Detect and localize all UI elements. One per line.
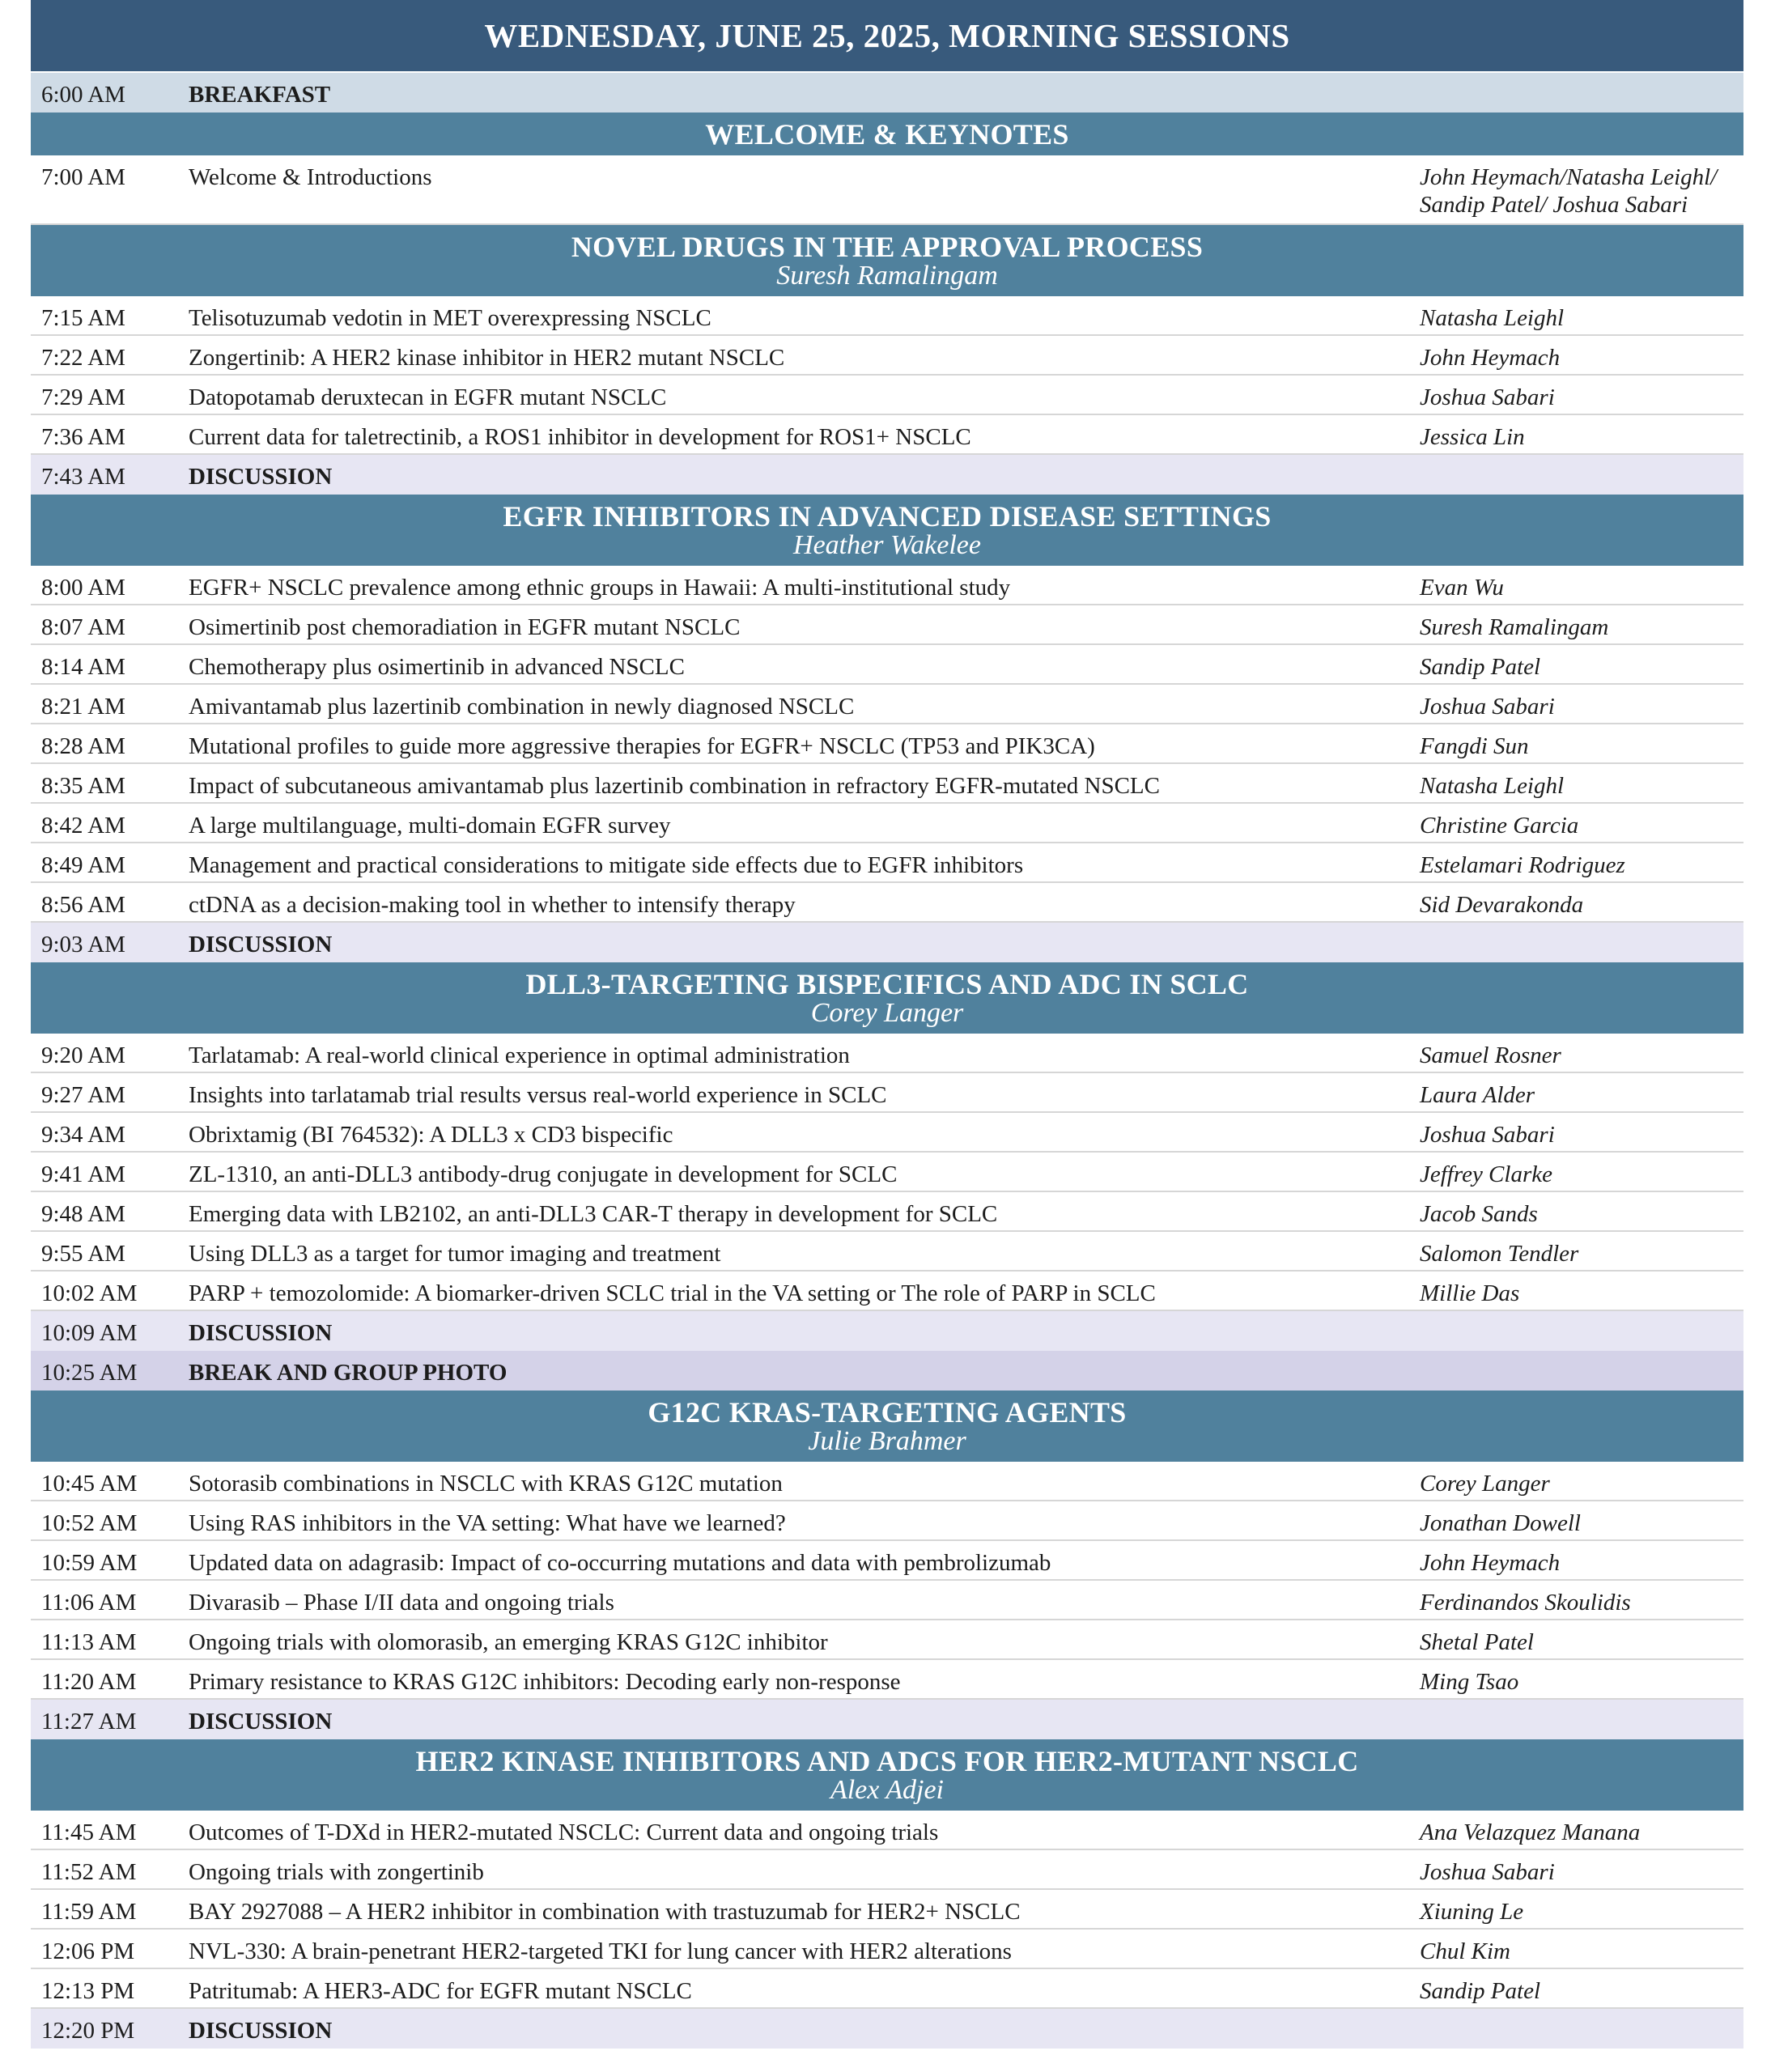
agenda-row (31, 724, 1743, 764)
agenda-speaker: Evan Wu (1420, 575, 1504, 601)
session-header (31, 225, 1743, 296)
agenda-title: Impact of subcutaneous amivantamab plus lazertinib combination in refractory EGFR-mutated NSCLC (189, 773, 1160, 799)
agenda-title: Welcome & Introductions (189, 164, 432, 190)
agenda-title: Zongertinib: A HER2 kinase inhibitor in HER2 mutant NSCLC (189, 345, 785, 371)
agenda-title: DISCUSSION (189, 2018, 333, 2044)
agenda-time: 9:34 AM (41, 1122, 125, 1148)
agenda-title: Updated data on adagrasib: Impact of co-occurring mutations and data with pembrolizumab (189, 1550, 1051, 1576)
agenda-row (31, 1969, 1743, 2009)
agenda-time: 8:07 AM (41, 614, 125, 640)
agenda-speaker: John Heymach (1420, 1550, 1561, 1576)
agenda-speaker: Christine Garcia (1420, 813, 1579, 839)
agenda-title: Using RAS inhibitors in the VA setting: What have we learned? (189, 1510, 786, 1536)
session-header (31, 962, 1743, 1034)
agenda-row (31, 1073, 1743, 1113)
session-header (31, 113, 1743, 155)
agenda-speaker: John Heymach (1420, 345, 1561, 371)
agenda-speaker: Salomon Tendler (1420, 1241, 1579, 1267)
session-chair: Suresh Ramalingam (776, 261, 998, 291)
agenda-row (31, 1232, 1743, 1272)
agenda-speaker: Jeffrey Clarke (1420, 1161, 1552, 1187)
agenda-title: Divarasib – Phase I/II data and ongoing trials (189, 1590, 614, 1616)
agenda-row (31, 1192, 1743, 1232)
agenda-title: ctDNA as a decision-making tool in whether to intensify therapy (189, 892, 796, 918)
agenda-row (31, 1660, 1743, 1700)
agenda-row (31, 1930, 1743, 1969)
agenda-title: Telisotuzumab vedotin in MET overexpressing NSCLC (189, 305, 711, 331)
agenda-row (31, 1581, 1743, 1620)
agenda-title: Datopotamab deruxtecan in EGFR mutant NSCLC (189, 384, 667, 410)
agenda-time: 11:13 AM (41, 1629, 137, 1655)
agenda-row (31, 566, 1743, 605)
agenda-speaker: Jacob Sands (1420, 1201, 1538, 1227)
agenda-row (31, 804, 1743, 843)
agenda-time: 7:29 AM (41, 384, 125, 410)
agenda-row (31, 1153, 1743, 1192)
session-title: WELCOME & KEYNOTES (705, 117, 1069, 151)
agenda-row (31, 376, 1743, 415)
agenda-speaker: Shetal Patel (1420, 1629, 1534, 1655)
agenda-title: Primary resistance to KRAS G12C inhibitors: Decoding early non-response (189, 1669, 901, 1695)
agenda-row (31, 155, 1743, 225)
agenda-row (31, 1501, 1743, 1541)
agenda-time: 10:09 AM (41, 1320, 138, 1346)
agenda-time: 6:00 AM (41, 82, 125, 108)
session-header (31, 1739, 1743, 1811)
agenda-time: 8:56 AM (41, 892, 125, 918)
agenda-row (31, 1113, 1743, 1153)
agenda-title: ZL-1310, an anti-DLL3 antibody-drug conjugate in development for SCLC (189, 1161, 898, 1187)
agenda-title: EGFR+ NSCLC prevalence among ethnic groups in Hawaii: A multi-institutional study (189, 575, 1011, 601)
agenda-title: BAY 2927088 – A HER2 inhibitor in combination with trastuzumab for HER2+ NSCLC (189, 1899, 1021, 1925)
session-title: EGFR INHIBITORS IN ADVANCED DISEASE SETTINGS (503, 500, 1272, 533)
agenda-time: 11:06 AM (41, 1590, 137, 1616)
agenda-row (31, 1272, 1743, 1311)
session-title: HER2 KINASE INHIBITORS AND ADCS FOR HER2-MUTANT NSCLC (415, 1745, 1359, 1777)
agenda-speaker: John Heymach/Natasha Leighl/ Sandip Patel/ Joshua Sabari (1420, 164, 1718, 218)
agenda-time: 8:35 AM (41, 773, 125, 799)
agenda-time: 10:52 AM (41, 1510, 138, 1536)
agenda-time: 10:25 AM (41, 1360, 138, 1386)
agenda-time: 9:20 AM (41, 1042, 125, 1068)
agenda-speaker: Sandip Patel (1420, 654, 1541, 680)
agenda-speaker: Xiuning Le (1420, 1899, 1524, 1925)
agenda-title: Current data for taletrectinib, a ROS1 inhibitor in development for ROS1+ NSCLC (189, 424, 971, 450)
agenda-title: PARP + temozolomide: A biomarker-driven SCLC trial in the VA setting or The role of PARP in SCLC (189, 1280, 1156, 1306)
agenda-time: 7:43 AM (41, 464, 125, 490)
agenda-time: 8:21 AM (41, 694, 125, 720)
agenda-speaker: Chul Kim (1420, 1938, 1510, 1964)
agenda-speaker: Ana Velazquez Manana (1420, 1819, 1641, 1845)
break-row (31, 1351, 1743, 1391)
agenda-row (31, 645, 1743, 685)
agenda-time: 7:15 AM (41, 305, 125, 331)
agenda-title: Ongoing trials with zongertinib (189, 1859, 484, 1885)
agenda-title: Emerging data with LB2102, an anti-DLL3 CAR-T therapy in development for SCLC (189, 1201, 998, 1227)
agenda-row (31, 764, 1743, 804)
session-header (31, 1391, 1743, 1462)
agenda-speaker: Ming Tsao (1420, 1669, 1519, 1695)
agenda-title: Amivantamab plus lazertinib combination in newly diagnosed NSCLC (189, 694, 855, 720)
agenda-time: 11:52 AM (41, 1859, 137, 1885)
agenda-row (31, 296, 1743, 336)
agenda-speaker: Fangdi Sun (1420, 733, 1529, 759)
agenda-speaker: Samuel Rosner (1420, 1042, 1561, 1068)
agenda-time: 8:14 AM (41, 654, 125, 680)
agenda-time: 8:00 AM (41, 575, 125, 601)
agenda-time: 7:00 AM (41, 164, 125, 190)
agenda-speaker: Sid Devarakonda (1420, 892, 1584, 918)
agenda-row (31, 605, 1743, 645)
agenda-title: DISCUSSION (189, 464, 333, 490)
agenda-row (31, 1462, 1743, 1501)
agenda-speaker: Laura Alder (1420, 1082, 1535, 1108)
agenda-speaker: Jessica Lin (1420, 424, 1525, 450)
schedule-body (31, 73, 1743, 2049)
agenda-speaker: Joshua Sabari (1420, 694, 1555, 720)
agenda-row (31, 1620, 1743, 1660)
agenda-time: 12:20 PM (41, 2018, 135, 2044)
agenda-speaker: Millie Das (1420, 1280, 1520, 1306)
agenda-time: 9:27 AM (41, 1082, 125, 1108)
schedule-table (31, 0, 1743, 2049)
agenda-title: Chemotherapy plus osimertinib in advanced NSCLC (189, 654, 685, 680)
agenda-title: Ongoing trials with olomorasib, an emerging KRAS G12C inhibitor (189, 1629, 828, 1655)
agenda-time: 9:55 AM (41, 1241, 125, 1267)
session-title: DLL3-TARGETING BISPECIFICS AND ADC IN SCLC (525, 968, 1249, 1000)
discussion-row (31, 1311, 1743, 1351)
agenda-time: 9:41 AM (41, 1161, 125, 1187)
agenda-row (31, 685, 1743, 724)
agenda-time: 11:27 AM (41, 1709, 137, 1734)
agenda-speaker: Joshua Sabari (1420, 384, 1555, 410)
agenda-speaker: Ferdinandos Skoulidis (1420, 1590, 1631, 1616)
agenda-title: DISCUSSION (189, 1320, 333, 1346)
agenda-speaker: Natasha Leighl (1420, 305, 1565, 331)
agenda-time: 11:59 AM (41, 1899, 137, 1925)
agenda-title: Osimertinib post chemoradiation in EGFR mutant NSCLC (189, 614, 741, 640)
agenda-speaker: Joshua Sabari (1420, 1859, 1555, 1885)
agenda-row (31, 336, 1743, 376)
agenda-time: 10:59 AM (41, 1550, 138, 1576)
agenda-speaker: Joshua Sabari (1420, 1122, 1555, 1148)
agenda-time: 10:45 AM (41, 1471, 138, 1497)
agenda-title: Outcomes of T-DXd in HER2-mutated NSCLC: Current data and ongoing trials (189, 1819, 939, 1845)
agenda-time: 11:20 AM (41, 1669, 137, 1695)
agenda-title: Management and practical considerations to mitigate side effects due to EGFR inhibitors (189, 852, 1024, 878)
agenda-row (31, 843, 1743, 883)
agenda-time: 9:03 AM (41, 932, 125, 957)
agenda-time: 8:42 AM (41, 813, 125, 839)
agenda-title: NVL-330: A brain-penetrant HER2-targeted TKI for lung cancer with HER2 alterations (189, 1938, 1012, 1964)
agenda-speaker: Jonathan Dowell (1420, 1510, 1581, 1536)
agenda-time: 11:45 AM (41, 1819, 137, 1845)
agenda-title: DISCUSSION (189, 1709, 333, 1734)
day-header (31, 0, 1743, 73)
agenda-time: 12:06 PM (41, 1938, 135, 1964)
discussion-row (31, 1700, 1743, 1739)
agenda-title: A large multilanguage, multi-domain EGFR survey (189, 813, 671, 839)
agenda-title: BREAKFAST (189, 82, 331, 108)
agenda-row (31, 1811, 1743, 1850)
break-row (31, 73, 1743, 113)
agenda-speaker: Suresh Ramalingam (1420, 614, 1609, 640)
agenda-row (31, 1890, 1743, 1930)
agenda-title: Tarlatamab: A real-world clinical experience in optimal administration (189, 1042, 850, 1068)
session-chair: Heather Wakelee (793, 530, 981, 560)
agenda-title: Insights into tarlatamab trial results versus real-world experience in SCLC (189, 1082, 887, 1108)
session-chair: Alex Adjei (830, 1775, 945, 1805)
agenda-title: Sotorasib combinations in NSCLC with KRAS G12C mutation (189, 1471, 783, 1497)
agenda-row (31, 1541, 1743, 1581)
agenda-row (31, 883, 1743, 923)
agenda-time: 10:02 AM (41, 1280, 138, 1306)
session-title: NOVEL DRUGS IN THE APPROVAL PROCESS (571, 231, 1204, 263)
session-chair: Corey Langer (810, 998, 964, 1028)
agenda-title: Patritumab: A HER3-ADC for EGFR mutant NSCLC (189, 1978, 692, 2004)
agenda-time: 12:13 PM (41, 1978, 135, 2004)
agenda-row (31, 1034, 1743, 1073)
discussion-row (31, 923, 1743, 962)
discussion-row (31, 2009, 1743, 2049)
agenda-title: Mutational profiles to guide more aggressive therapies for EGFR+ NSCLC (TP53 and PIK3CA) (189, 733, 1095, 759)
agenda-time: 7:22 AM (41, 345, 125, 371)
agenda-time: 7:36 AM (41, 424, 125, 450)
agenda-time: 8:49 AM (41, 852, 125, 878)
day-header-title: WEDNESDAY, JUNE 25, 2025, MORNING SESSIONS (484, 17, 1290, 54)
agenda-row (31, 1850, 1743, 1890)
agenda-title: BREAK AND GROUP PHOTO (189, 1360, 508, 1386)
agenda-speaker: Sandip Patel (1420, 1978, 1541, 2004)
agenda-title: Using DLL3 as a target for tumor imaging and treatment (189, 1241, 721, 1267)
session-chair: Julie Brahmer (808, 1426, 966, 1456)
agenda-speaker: Natasha Leighl (1420, 773, 1565, 799)
agenda-speaker: Corey Langer (1420, 1471, 1550, 1497)
session-title: G12C KRAS-TARGETING AGENTS (648, 1396, 1127, 1429)
discussion-row (31, 455, 1743, 495)
agenda-time: 9:48 AM (41, 1201, 125, 1227)
agenda-speaker: Estelamari Rodriguez (1420, 852, 1625, 878)
session-header (31, 495, 1743, 566)
agenda-title: Obrixtamig (BI 764532): A DLL3 x CD3 bispecific (189, 1122, 673, 1148)
agenda-time: 8:28 AM (41, 733, 125, 759)
agenda-title: DISCUSSION (189, 932, 333, 957)
agenda-row (31, 415, 1743, 455)
